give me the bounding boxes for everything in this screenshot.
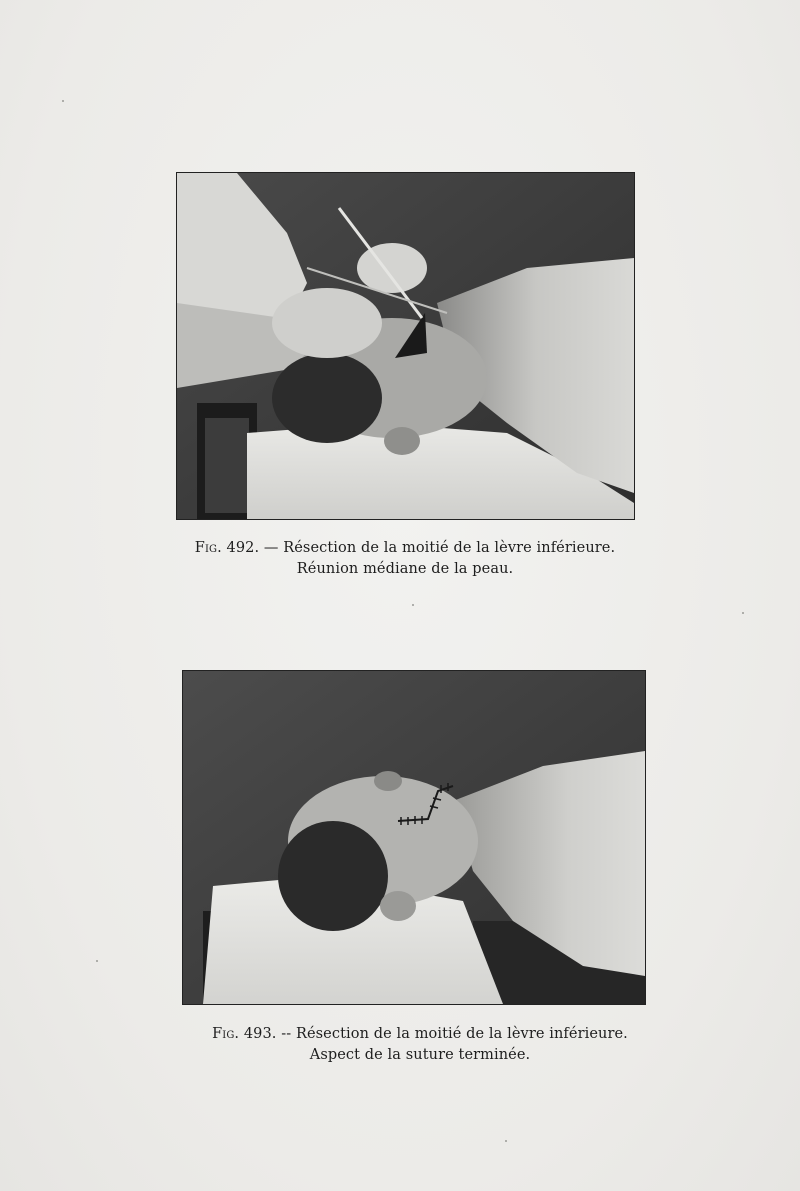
figure-label: Fig. 493.: [212, 1026, 277, 1042]
figure-493-photo: [183, 671, 645, 1004]
figure-492-photo: [177, 173, 634, 519]
caption-line-2: Réunion médiane de la peau.: [296, 561, 514, 577]
figure-label: Fig. 492.: [194, 540, 260, 556]
paper-speck: [96, 960, 98, 962]
paper-speck: [505, 1140, 507, 1142]
caption-line-1: [200, 1024, 640, 1045]
caption-text: -- Résection de la moitié de la lèvre inférieure.: [281, 1026, 628, 1042]
caption-line-2: Aspect de la suture terminée.: [309, 1047, 531, 1063]
paper-speck: [62, 100, 64, 102]
caption-line-1: [190, 538, 620, 559]
figure-493-caption: [200, 1024, 640, 1066]
caption-text: — Résection de la moitié de la lèvre inférieure.: [263, 540, 616, 556]
figure-492-caption: [190, 538, 620, 580]
paper-speck: [412, 604, 414, 606]
paper-speck: [742, 612, 744, 614]
